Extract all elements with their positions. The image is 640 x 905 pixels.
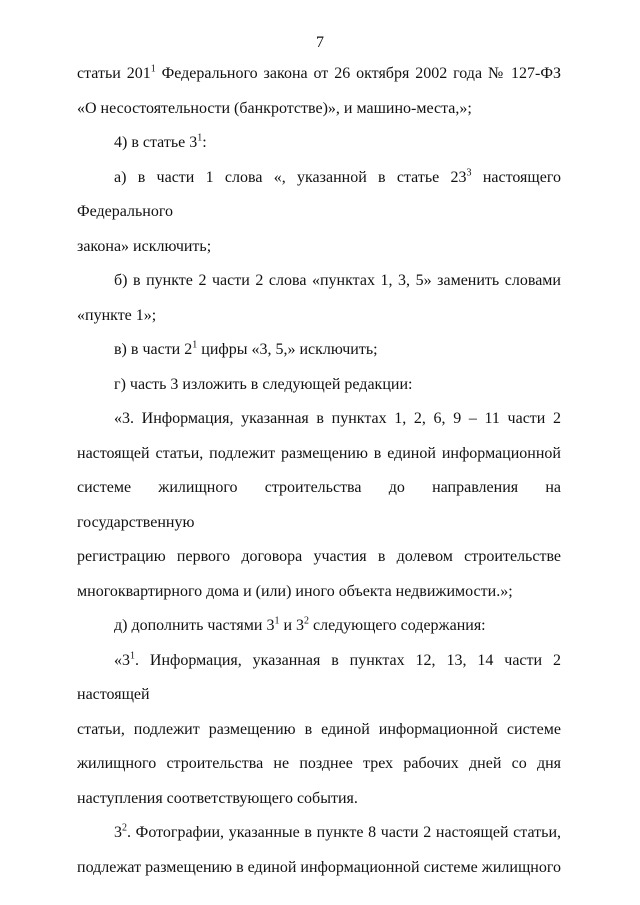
text-line: подлежат размещению в единой информационной системе жилищного bbox=[77, 858, 561, 876]
text-line: жилищного строительства не позднее трех рабочих дней со дня bbox=[77, 755, 561, 772]
text-line: д) дополнить частями $3^1$ и $3^2$ следующего содержания: bbox=[114, 615, 486, 634]
document-body bbox=[77, 57, 561, 885]
text-line: статьи $201^1$ Федерального закона от 26 октября 2002 года № 127-ФЗ bbox=[77, 63, 562, 82]
page-number: 7 bbox=[316, 34, 324, 51]
text-line: б) в пункте 2 части 2 слова «пунктах 1, 3, 5» заменить словами bbox=[114, 272, 561, 289]
text-line: в) в части $2^1$ цифры «3, 5,» исключить; bbox=[114, 339, 378, 358]
text-line: системе жилищного строительства до направления на государственную bbox=[77, 479, 561, 531]
text-line: $3^2$. Фотографии, указанные в пункте 8 части 2 настоящей статьи, bbox=[114, 822, 561, 841]
text-line: закона» исключить; bbox=[77, 237, 212, 255]
text-line: «$3^1$. Информация, указанная в пунктах 12, 13, 14 части 2 настоящей bbox=[77, 650, 561, 703]
text-line: статьи, подлежит размещению в единой информационной системе bbox=[77, 720, 561, 738]
text-line: «пункте 1»; bbox=[77, 306, 157, 324]
text-line: регистрацию первого договора участия в долевом строительстве bbox=[77, 548, 561, 565]
text-line: г) часть 3 изложить в следующей редакции: bbox=[114, 375, 413, 393]
text-line: а) в части 1 слова «, указанной в статье $23^3$ настоящего Федерального bbox=[77, 167, 562, 220]
text-line: «О несостоятельности (банкротстве)», и машино-места,»; bbox=[77, 99, 472, 117]
text-line: «3. Информация, указанная в пунктах 1, 2, 6, 9 – 11 части 2 bbox=[114, 410, 561, 427]
text-line: 4) в статье $3^1$: bbox=[114, 132, 207, 151]
text-line: настоящей статьи, подлежит размещению в единой информационной bbox=[77, 444, 561, 462]
text-line: многоквартирного дома и (или) иного объекта недвижимости.»; bbox=[77, 582, 513, 600]
text-line: наступления соответствующего события. bbox=[77, 789, 358, 807]
